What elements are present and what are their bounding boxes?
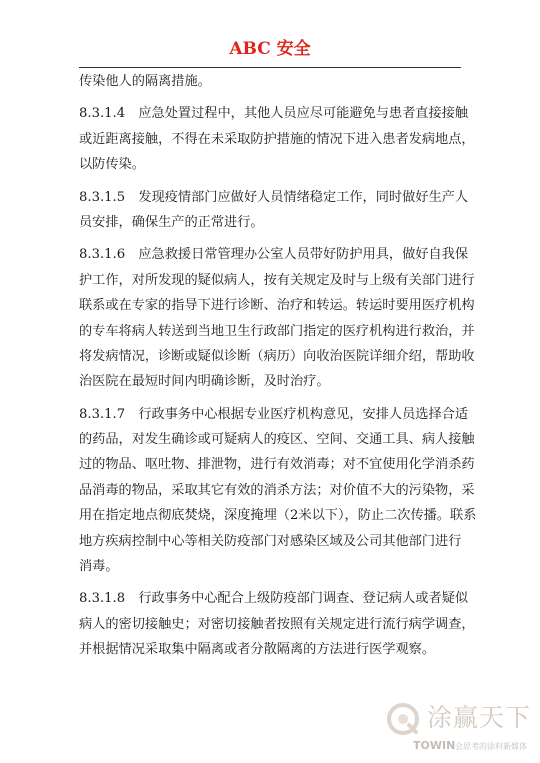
text-line: 的药品，对发生确诊或可疑病人的疫区、空间、交通工具、病人接触 xyxy=(79,432,475,448)
text-line: 将发病情况，诊断或疑似诊断（病历）向收治医院详细介绍，帮助收 xyxy=(79,348,475,364)
text-line: 传染他人的隔离措施。 xyxy=(79,74,211,89)
towin-watermark xyxy=(383,699,533,757)
text-line: 过的物品、呕吐物、排泄物，进行有效消毒；对不宜使用化学消杀药 xyxy=(79,457,475,473)
text-line: 8.3.1.4 应急处置过程中，其他人员应尽可能避免与患者直接接触 xyxy=(79,106,469,122)
text-line: 用在指定地点彻底焚烧，深度掩埋（2米以下），防止二次传播。联系 xyxy=(79,508,477,524)
text-line: 品消毒的物品，采取其它有效的消杀方法；对价值不大的污染物，采 xyxy=(79,482,475,498)
text-line: 的专车将病人转送到当地卫生行政部门指定的医疗机构进行救治，并 xyxy=(79,323,475,339)
text-line: 联系或在专家的指导下进行诊断、治疗和转运。转运时要用医疗机构 xyxy=(79,298,475,314)
text-line: 病人的密切接触史；对密切接触者按照有关规定进行流行病学调查， xyxy=(79,616,475,632)
text-line: 并根据情况采取集中隔离或者分散隔离的方法进行医学观察。 xyxy=(79,642,436,658)
text-line: 8.3.1.6 应急救援日常管理办公室人员带好防护用具，做好自我保 xyxy=(79,247,469,263)
text-line: 员安排，确保生产的正常进行。 xyxy=(79,214,264,230)
text-line: 护工作，对所发现的疑似病人，按有关规定及时与上级有关部门进行 xyxy=(79,272,475,288)
text-line: 消毒。 xyxy=(79,559,119,575)
watermark-tagline: 会思考的涂料新媒体 xyxy=(455,742,527,751)
document-body xyxy=(79,69,477,663)
watermark-brand-en: TOWIN xyxy=(413,739,456,752)
text-line: 地方疾病控制中心等相关防疫部门对感染区域及公司其他部门进行 xyxy=(79,533,462,549)
towin-logo-icon xyxy=(385,701,421,737)
watermark-brand-cn: 涂赢天下 xyxy=(427,703,532,732)
text-line: 8.3.1.5 发现疫情部门应做好人员情绪稳定工作，同时做好生产人 xyxy=(79,189,469,205)
text-line: 以防传染。 xyxy=(79,157,145,173)
text-line: 治医院在最短时间内明确诊断，及时治疗。 xyxy=(79,374,330,390)
document-title: ABC 安全 xyxy=(229,39,311,59)
header-divider xyxy=(79,67,461,68)
text-line: 8.3.1.8 行政事务中心配合上级防疫部门调查、登记病人或者疑似 xyxy=(79,591,469,607)
text-line: 或近距离接触，不得在未采取防护措施的情况下进入患者发病地点， xyxy=(79,131,475,147)
text-line: 8.3.1.7 行政事务中心根据专业医疗机构意见，安排人员选择合适 xyxy=(79,406,469,422)
